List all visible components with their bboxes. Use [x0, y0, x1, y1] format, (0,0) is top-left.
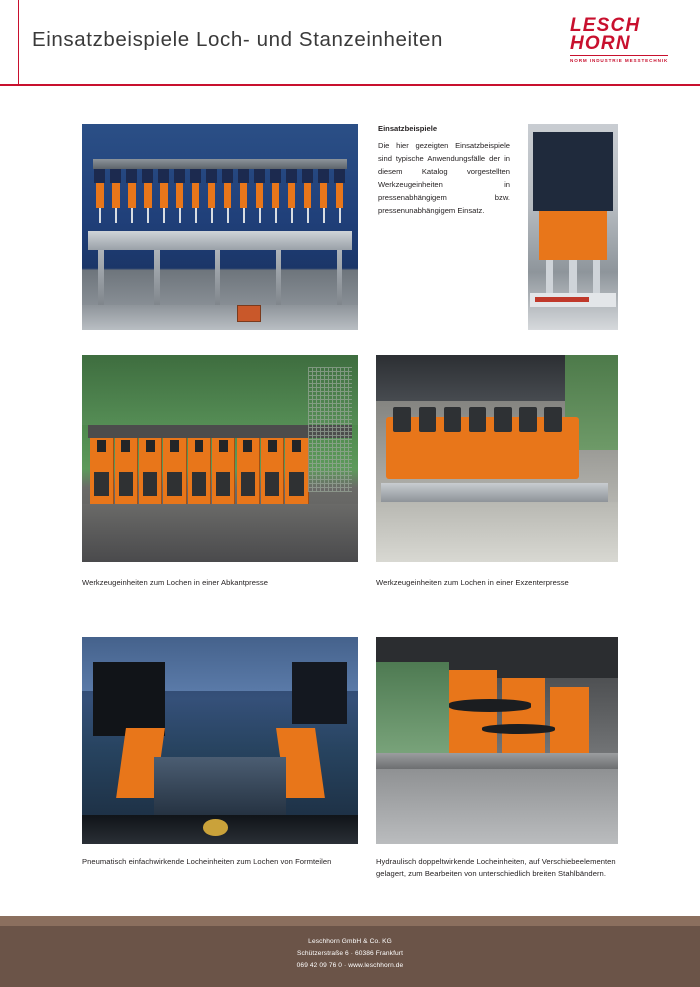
- figure-image-hydraulisch-locheinheiten: [376, 637, 618, 844]
- header-side-rule: [18, 0, 19, 84]
- figure-caption-exzenterpresse: Werkzeugeinheiten zum Lochen in einer Exzenterpresse: [376, 578, 569, 587]
- figure-image-pneumatisch-locheinheiten: [82, 637, 358, 844]
- footer-contact: 069 42 09 76 0 · www.leschhorn.de: [296, 961, 404, 969]
- company-logo: [568, 14, 672, 72]
- footer-company: Leschhorn GmbH & Co. KG: [308, 938, 392, 945]
- header-divider: [0, 84, 700, 86]
- logo-divider: [570, 55, 668, 56]
- intro-body: Die hier gezeigten Einsatzbeispiele sind typische Anwendungsfälle der in diesem Katalog vorgestellten Werkzeugeinheiten in pressenabhängigem bzw. pressenunabhängigem Einsatz.: [378, 141, 510, 216]
- footer-street: Schützerstraße 6 · 60386 Frankfurt: [296, 949, 403, 957]
- figure-image-press-vertical-units: [528, 124, 618, 330]
- intro-text-block: [378, 124, 510, 217]
- intro-title: Einsatzbeispiele: [378, 124, 438, 133]
- page-title: Einsatzbeispiele Loch- und Stanzeinheiten: [32, 28, 443, 51]
- logo-line-1: LESCH: [570, 15, 641, 36]
- figure-image-press-blue-multi-unit: [82, 124, 358, 330]
- figure-image-abkantpresse: [82, 355, 358, 562]
- figure-caption-abkantpresse: Werkzeugeinheiten zum Lochen in einer Abkantpresse: [82, 578, 268, 587]
- page-header: [0, 0, 700, 86]
- footer-address: [0, 936, 700, 972]
- logo-line-2: HORN: [570, 33, 631, 54]
- logo-subline: NORM INDUSTRIE MESSTECHNIK: [570, 58, 669, 63]
- figure-caption-pneumatisch-locheinheiten: Pneumatisch einfachwirkende Locheinheiten zum Lochen von Formteilen: [82, 857, 332, 866]
- figure-image-exzenterpresse: [376, 355, 618, 562]
- figure-caption-hydraulisch-locheinheiten: Hydraulisch doppeltwirkende Locheinheiten, auf Verschiebeelementen gelagert, zum Bearbeiten von unterschiedlich breiten Stahlbändern.: [376, 857, 616, 879]
- footer-accent-bar: [0, 916, 700, 926]
